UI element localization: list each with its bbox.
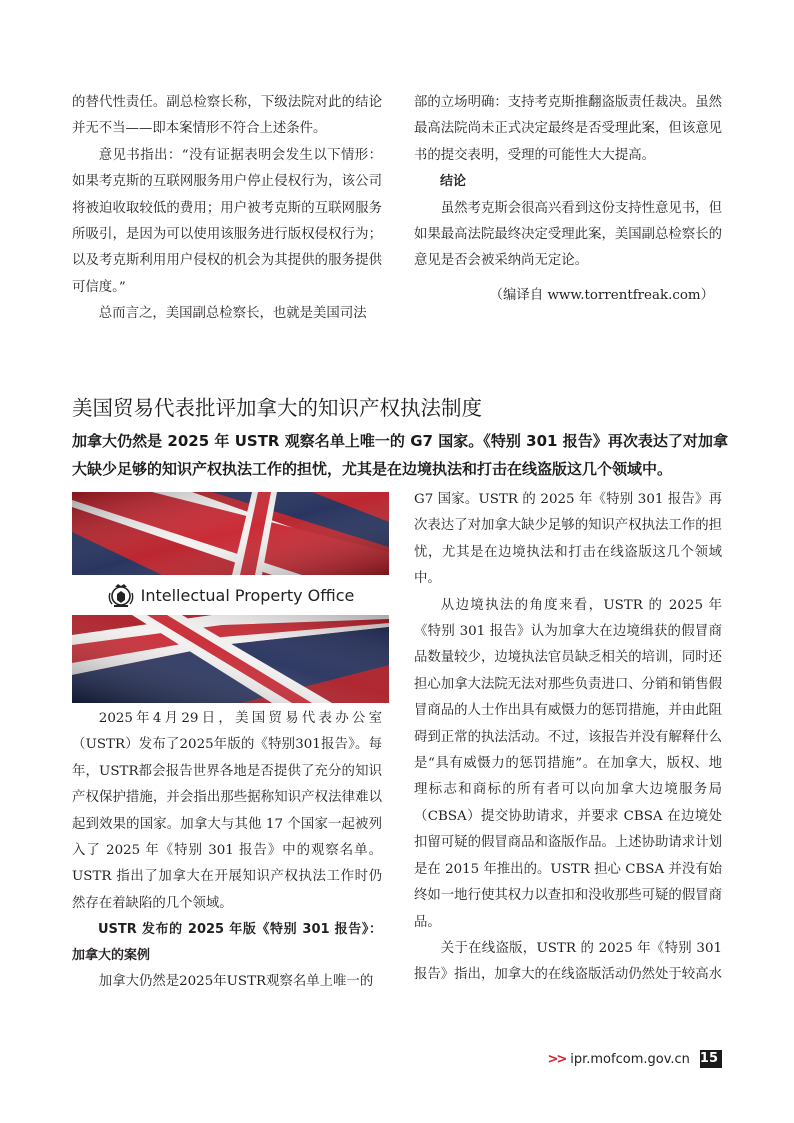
body-left-column — [72, 706, 382, 996]
top-right-paragraph-2: 虽然考克斯会很高兴看到这份支持性意见书，但如果最高法院最终决定受理此案，美国副总检察长的意见是否会被采纳尚无定论。 — [414, 200, 722, 269]
article-lead: 加拿大仍然是 2025 年 USTR 观察名单上唯一的 G7 国家。《特别 301 报告》再次表达了对加拿大缺少足够的知识产权执法工作的担忧，尤其是在边境执法和打击在线盗版这几个领域中。 — [72, 432, 728, 478]
page-footer — [547, 1049, 722, 1069]
body-subheading: USTR 发布的 2025 年版《特别 301 报告》：加拿大的案例 — [72, 922, 382, 964]
body-left-paragraph-1: 2025年4月29日，美国贸易代表办公室（USTR）发布了2025年版的《特别301报告》。每年，USTR都会报告世界各地是否提供了充分的知识产权保护措施，并会指出那些据称知识产权法律难以起到效果的国家。加拿大与其他 17 个国家一起被列入了 2025 年《特别 301 报告》中的观察名单。USTR 指出了加拿大在开展知识产权执法工作时仍然存在着缺陷的几个领域。 — [72, 711, 382, 911]
top-left-paragraph-2: 意见书指出：“没有证据表明会发生以下情形：如果考克斯的互联网服务用户停止侵权行为，该公司将被迫收取较低的费用；用户被考克斯的互联网服务所吸引，是因为可以使用该服务进行版权侵权行为；以及考克斯利用用户侵权的机会为其提供的服务提供可信度。” — [72, 147, 382, 295]
top-right-paragraph-1: 部的立场明确：支持考克斯推翻盗版责任裁决。虽然最高法院尚未正式决定最终是否受理此案，但该意见书的提交表明，受理的可能性大大提高。 — [414, 95, 722, 163]
article-figure — [72, 492, 389, 703]
conclusion-heading: 结论 — [440, 174, 467, 190]
body-right-paragraph-3: 关于在线盗版，USTR 的 2025 年《特别 301 报告》指出，加拿大的在线盗版活动仍然处于较高水 — [414, 940, 722, 983]
top-left-paragraph-3: 总而言之，美国副总检察长，也就是美国司法 — [98, 306, 367, 322]
body-right-column — [414, 487, 722, 989]
article-headline: 美国贸易代表批评加拿大的知识产权执法制度 — [72, 396, 482, 420]
ipo-logo-band — [72, 575, 389, 615]
body-right-paragraph-2: 从边境执法的角度来看，USTR 的 2025 年《特别 301 报告》认为加拿大在边境缉获的假冒商品数量较少，边境执法官员缺乏相关的培训，同时还担心加拿大法院无法对那些负责进口、分销和销售假冒商品的人士作出具有威慑力的惩罚措施，并由此阻碍到正常的执法活动。不过，该报告并没有解释什么是“具有威慑力的惩罚措施”。在加拿大，版权、地理标志和商标的所有者可以向加拿大边境服务局（CBSA）提交协助请求，并要求 CBSA 在边境处扣留可疑的假冒商品和盗版作品。上述协助请求计划是在 2015 年推出的。USTR 担心 CBSA 并没有始终如一地行使其权力以查扣和没收那些可疑的假冒商品。 — [414, 597, 722, 930]
source-credit: （编译自 www.torrentfreak.com） — [489, 287, 714, 303]
royal-crest-icon — [107, 581, 135, 609]
ipo-logo-text: Intellectual Property Office — [140, 585, 355, 605]
union-flag-image-top — [72, 492, 389, 575]
footer-arrow-icon: >> — [547, 1051, 566, 1067]
page-number: 15 — [700, 1050, 722, 1068]
top-left-paragraph-1: 的替代性责任。副总检察长称，下级法院对此的结论并无不当——即本案情形不符合上述条件。 — [72, 95, 382, 137]
footer-url[interactable]: ipr.mofcom.gov.cn — [570, 1051, 690, 1067]
top-right-column — [414, 90, 722, 309]
body-left-paragraph-2: 加拿大仍然是2025年USTR观察名单上唯一的 — [98, 974, 374, 990]
top-left-column — [72, 90, 382, 328]
union-flag-image-bottom — [72, 615, 389, 703]
body-right-paragraph-1: G7 国家。USTR 的 2025 年《特别 301 报告》再次表达了对加拿大缺少足够的知识产权执法工作的担忧，尤其是在边境执法和打击在线盗版这几个领域中。 — [414, 492, 722, 587]
